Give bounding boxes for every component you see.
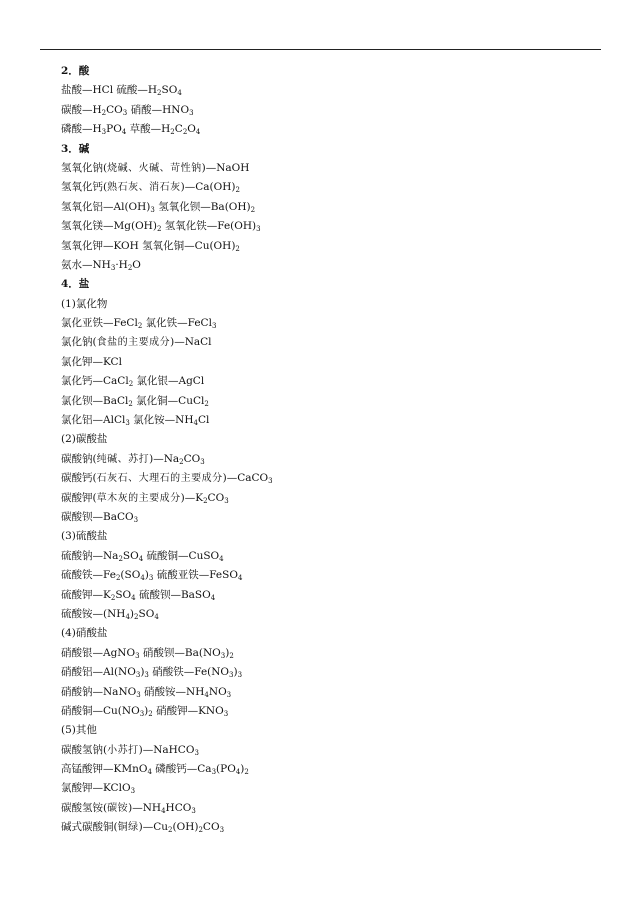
subscript: 4 [131,593,136,602]
line-text: 氯化铜—CuCl [132,394,205,407]
line-text: NO [208,685,227,698]
text-line [61,508,621,527]
line-text: 硝酸银—AgNO [61,646,136,659]
text-line [61,237,621,256]
line-text: (2)碳酸盐 [61,433,108,446]
line-text: Cl [197,414,210,427]
subscript: 3 [144,671,149,680]
subscript: 2 [148,709,153,718]
note-text: 纯碱、苏打 [96,453,150,465]
line-text: 2．酸 [61,65,90,77]
line-text: ) [233,666,238,679]
text-line [61,101,621,120]
subscript: 2 [235,186,240,195]
line-text: SO [115,588,132,601]
line-text: HCO [165,801,192,814]
text-line [61,430,621,449]
subscript: 2 [137,322,143,331]
line-text: 高锰酸钾—KMnO [61,763,148,776]
line-text: 碳酸钙( [61,472,97,485]
subscript: 4 [154,612,159,621]
subscript: 4 [219,554,224,563]
subscript: 2 [134,612,139,621]
line-text: 硝酸—HNO [127,103,190,116]
line-text: 氯化钡—BaCl [61,394,129,407]
note-text: 铜绿 [117,822,139,834]
line-text: SO [161,84,178,97]
subscript: 3 [194,748,199,757]
subscript: 2 [115,574,121,583]
section-heading [61,140,621,159]
subscript: 3 [224,496,229,505]
line-text: 碳酸氢钠( [61,743,108,756]
text-line [61,469,621,488]
subscript: 3 [219,826,225,835]
line-text: 氢氧化钠( [61,161,108,174]
line-text: (SO [120,569,141,582]
line-text: ) [144,569,149,582]
subscript: 4 [161,806,166,815]
line-text: PO [106,123,122,136]
line-text: 氯化钠( [61,336,97,349]
subscript: 3 [256,225,261,234]
text-line [61,198,621,217]
line-text: (PO [216,763,236,776]
subscript: 4 [140,574,145,583]
subscript: 2 [170,128,175,137]
subscript: 2 [203,496,208,505]
line-text: 氨水—NH [61,258,111,271]
subscript: 2 [179,457,184,466]
line-text: 碳酸—H [61,103,102,116]
line-text: 3．碱 [61,142,90,155]
line-text: 氢氧化铁—Fe(OH) [161,220,257,233]
line-text: C [174,123,183,136]
subscript: 3 [211,768,217,777]
subscript: 2 [110,593,116,602]
subscript: 4 [147,768,152,777]
line-text: 硝酸钠—NaNO [61,685,137,698]
text-line [61,818,621,837]
text-line [61,217,621,236]
text-line [61,392,621,411]
note-text: 碳铵 [107,802,129,814]
line-text: )—Ca(OH) [180,181,236,194]
subscript: 4 [204,690,209,699]
subscript: 3 [229,671,234,680]
text-line [61,663,621,682]
line-text: 硝酸铁—Fe(NO [148,666,230,679]
text-line [61,178,621,197]
text-line [61,333,621,352]
subscript: 4 [177,89,182,98]
line-text: 碱式碳酸铜( [61,821,118,834]
subscript: 3 [200,457,205,466]
note-text: 熟石灰、消石灰 [107,182,181,194]
subscript: 3 [237,671,243,680]
subscript: 2 [229,651,234,660]
subscript: 3 [125,419,130,428]
line-text: 氢氧化钡—Ba(OH) [154,200,251,213]
document-body [61,62,621,838]
line-text: )—Cu [138,821,169,834]
subscript: 2 [127,263,133,272]
subscript: 4 [138,554,144,563]
line-text: 硝酸钡—Ba(NO [139,646,221,659]
text-line [61,527,621,546]
line-text: (5)其他 [61,724,97,737]
line-text: )—CaCO [222,472,269,485]
section-heading [61,62,621,81]
subscript: 3 [223,709,229,718]
text-line [61,586,621,605]
subscript: 2 [244,768,249,777]
line-text: CO [106,103,123,116]
line-text: (3)硫酸盐 [61,530,108,543]
text-line [61,741,621,760]
line-text: CO [183,452,201,465]
subscript: 3 [122,108,128,117]
subscript: 2 [128,399,133,408]
line-text: 磷酸—H [61,123,102,136]
subscript: 3 [135,651,140,660]
line-text: (OH) [172,821,199,834]
line-text: SO [138,607,155,620]
line-text: )—NaHCO [138,743,195,756]
note-text: 食盐的主要成分 [96,337,171,349]
subscript: 4 [210,593,216,602]
line-text: )—NaCl [170,336,212,349]
text-line [61,256,621,275]
subscript: 3 [110,263,116,272]
text-line [61,81,621,100]
line-text: 氯化铵—NH [129,414,194,427]
text-line [61,353,621,372]
line-text: O [187,123,196,136]
subscript: 3 [150,205,155,214]
text-line [61,683,621,702]
line-text: )—K [180,491,204,504]
line-text: 4．盐 [61,278,90,291]
text-line [61,799,621,818]
line-text: 氯化钙—CaCl [61,375,129,388]
line-text: 氯酸钾—KClO [61,782,131,795]
line-text: )—Na [149,452,180,465]
line-text: (4)硝酸盐 [61,627,108,640]
subscript: 4 [195,128,201,137]
line-text: 氯化铝—AlCl [61,414,126,427]
line-text: 氢氧化钙( [61,181,108,194]
line-text: 硫酸钾—K [61,588,111,601]
text-line [61,314,621,333]
subscript: 2 [168,826,173,835]
text-line [61,702,621,721]
subscript: 2 [250,205,256,214]
subscript: 2 [157,89,162,98]
text-line [61,566,621,585]
line-text: 氯化亚铁—FeCl [61,317,138,330]
note-text: 小苏打 [107,744,139,756]
subscript: 2 [198,826,203,835]
line-text: ) [240,763,245,776]
note-text: 石灰石、大理石的主要成分 [96,473,223,485]
text-line [61,372,621,391]
subscript: 2 [128,380,134,389]
subscript: 2 [235,244,240,253]
subscript: 2 [118,554,123,563]
subscript: 3 [139,709,145,718]
text-line [61,159,621,178]
text-line [61,605,621,624]
text-line [61,120,621,139]
line-text: 碳酸钾( [61,491,97,504]
line-text: 氢氧化镁—Mg(OH) [61,220,157,233]
line-text: 硫酸铁—Fe [61,569,116,582]
subscript: 3 [136,690,141,699]
subscript: 3 [148,574,154,583]
line-text: (1)氯化物 [61,297,108,310]
line-text: 氢氧化钾—KOH 氢氧化铜—Cu(OH) [61,239,236,252]
line-text: CO [207,491,225,504]
line-text: 硫酸亚铁—FeSO [153,569,238,582]
line-text: SO [122,549,139,562]
subscript: 4 [235,768,241,777]
subscript: 3 [101,128,107,137]
line-text: 氯化铁—FeCl [142,317,212,330]
text-line [61,721,621,740]
line-text: 草酸—H [126,123,171,136]
line-text: ) [225,646,230,659]
line-text: 氯化钾—KCl [61,355,122,368]
line-text: 碳酸氢铵( [61,801,108,814]
line-text: )—NH [128,801,162,814]
text-line [61,779,621,798]
header-rule [40,49,601,50]
subscript: 4 [237,574,243,583]
subscript: 3 [268,477,273,486]
subscript: 2 [156,225,162,234]
text-line [61,450,621,469]
subscript: 4 [125,612,130,621]
text-line [61,411,621,430]
line-text: 硫酸铜—CuSO [143,549,220,562]
note-text: 草木灰的主要成分 [96,492,181,504]
line-text: 碳酸钡—BaCO [61,510,134,523]
line-text: ) [129,607,135,620]
subscript: 2 [182,128,188,137]
line-text: ) [140,666,145,679]
line-text: 盐酸—HCl 硫酸—H [61,84,158,97]
subscript: 3 [130,787,136,796]
subscript: 4 [121,128,127,137]
section-heading [61,275,621,294]
line-text: 硫酸钠—Na [61,549,119,562]
subscript: 3 [211,322,217,331]
text-line [61,489,621,508]
line-text: 氯化银—AgCl [133,375,205,388]
subscript: 2 [101,108,107,117]
subscript: 3 [133,515,139,524]
line-text: 氢氧化铝—Al(OH) [61,200,151,213]
line-text: 硫酸铵—(NH [61,607,126,620]
line-text: 碳酸钠( [61,452,97,465]
text-line [61,644,621,663]
subscript: 2 [204,399,209,408]
line-text: CO [202,821,220,834]
line-text: 磷酸钙—Ca [151,763,212,776]
subscript: 3 [220,651,226,660]
subscript: 3 [226,690,232,699]
line-text: ) [144,704,149,717]
subscript: 3 [191,806,196,815]
text-line [61,624,621,643]
subscript: 4 [193,419,198,428]
line-text: 硝酸铵—NH [140,685,205,698]
text-line [61,547,621,566]
text-line [61,295,621,314]
line-text: )—NaOH [201,161,250,174]
note-text: 烧碱、火碱、苛性钠 [107,162,202,174]
text-line [61,760,621,779]
subscript: 3 [135,671,141,680]
line-text: ·H [115,258,128,271]
subscript: 3 [189,108,194,117]
line-text: 硫酸钡—BaSO [135,588,211,601]
line-text: 硝酸钾—KNO [152,704,224,717]
line-text: 硝酸铜—Cu(NO [61,704,140,717]
line-text: O [132,258,141,271]
line-text: 硝酸铝—Al(NO [61,666,136,679]
